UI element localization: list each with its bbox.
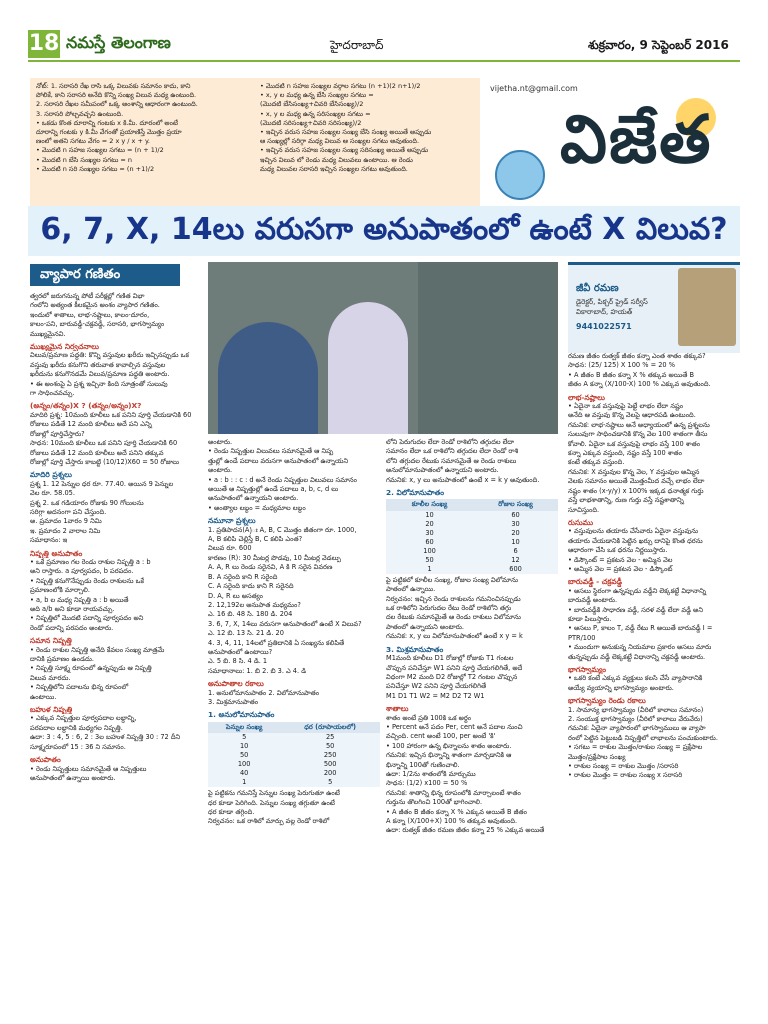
paragraph-line: రమణ జీతం రుత్వక్ జీతం కన్నా ఎంత శాతం తక్కువ? bbox=[568, 352, 706, 360]
paragraph-line: M1 D1 T1 W2 = M2 D2 T2 W1 bbox=[386, 691, 485, 700]
paragraph-line: • డిస్కౌంట్ = ప్రకటన వెల - అమ్మిన వెల bbox=[568, 555, 673, 564]
paragraph-line: గుర్తును తొలగించి 100తో భాగించాలి. bbox=[386, 798, 483, 807]
paragraph-line: తయారు చేయడానికి పెట్టిన ఖర్చు దానిపై కొంత ధరను bbox=[568, 536, 703, 545]
subheading: నమూనా ప్రశ్నలు bbox=[208, 516, 256, 526]
paragraph-line: • రాశుల మొత్తం = రాశుల సంఖ్య x సరాసరి bbox=[568, 771, 683, 780]
paragraph-line: • నిష్పత్తి కనుగొనేప్పుడు రెండు రాశులను ఒకే bbox=[30, 576, 144, 585]
paragraph-line: • వస్తువులను తయారు చేసేవారు ఏదైనా వస్తువును bbox=[568, 527, 699, 536]
paragraph-line: నిర్వచనం: ఒక రాశిలో మార్పు వల్ల రెండో రాశిలో bbox=[208, 817, 330, 826]
paragraph-line: • A జీతం B జీతం కన్నా X % ఎక్కువ అయితే B జీతం bbox=[386, 807, 527, 816]
paragraph-line: కారణం (R): 30 మీటర్ల పొడవు, 10 మీటర్ల వెడల్పు bbox=[208, 553, 341, 562]
table-cell: 500 bbox=[280, 760, 380, 769]
note-line: 2. సరాసరి రేఖల సమీపంలో ఒక్క అంశాన్ని ఆధారంగా ఉంటుంది. bbox=[36, 100, 198, 109]
author-role: డైరెక్టర్, పిక్చర్ ప్రైడ్ సర్వీస్ bbox=[576, 298, 648, 306]
note-line: • ఒకడు కొంత దూరాన్ని గంటకు x కి.మీ. దూరంలో అంటే bbox=[36, 118, 178, 127]
note-line: (మొదటి బేసిసంఖ్య+చివరి బేసిసంఖ్య)/2 bbox=[260, 100, 364, 109]
paragraph-line: గమనిక: x, y లు విలోమానుపాతంలో ఉంటే x y = k bbox=[386, 632, 523, 641]
paragraph-line: ఆధారంగా చేసి ఒక ధరను నిర్ణయిస్తారు. bbox=[568, 546, 668, 555]
paragraph-line: ప్రశ్న 1. 12 పెన్నుల ధర రూ. 77.40. అయిన 9 పెన్నుల bbox=[30, 479, 174, 488]
paragraph-line: • రెండు నిష్పత్తులు సమానమైతే ఆ నిష్పత్తులు bbox=[30, 764, 147, 773]
paragraph-line: 2. 12,192ల అనుపాత మధ్యమం? bbox=[208, 600, 301, 609]
paragraph-line: అయ్యే వ్యయాన్ని భాగస్వామ్యం అంటారు. bbox=[568, 683, 674, 692]
note-line: 3. సరాసరి పోల్చవచ్చని ఉంటుంది. bbox=[36, 109, 124, 118]
paragraph-line: 1. అనులోమానుపాతం 2. విలోమానుపాతం bbox=[208, 688, 320, 697]
paragraph-line: ఉదా: 1/2ను శాతంలోకి మార్చుము bbox=[386, 769, 476, 778]
table-row bbox=[386, 511, 558, 520]
paragraph-line: పై పట్టికను గమనిస్తే పెన్నుల సంఖ్య పెరుగుతూ ఉంటే bbox=[208, 789, 340, 798]
paragraph-line: ఎ. 12 బి. 13 సి. 21 డి. 20 bbox=[208, 629, 284, 638]
table-row bbox=[208, 751, 380, 760]
paragraph-line: వస్తే లాభశాతాన్ని, రుణ గుర్తు వస్తే నష్టశాతాన్ని bbox=[568, 496, 684, 505]
table-cell: 25 bbox=[280, 733, 380, 742]
paragraph-line: ఉదా: రుత్వక్ జీతం రమణ జీతం కన్నా 25 % ఎక్కువ అయితే bbox=[386, 826, 545, 835]
paragraph-line: • అసలు స్థిరంగా ఉన్నప్పుడు వడ్డీని లెక్కకట్టే విధానాన్ని bbox=[568, 586, 707, 595]
paragraph-line: • a : b : : c : d అనే రెండు నిష్పత్తుల విలువలు సమానం bbox=[208, 475, 357, 484]
notes-box bbox=[30, 78, 480, 206]
paragraph-line: • ముందుగా అనుకున్న నియమాల ప్రకారం అసలు మారు bbox=[568, 643, 712, 652]
paragraph-line: • రాశుల సంఖ్య = రాశుల మొత్తం /సరాసరి bbox=[568, 762, 679, 771]
paragraph-line: గా సాధించవచ్చు. bbox=[30, 389, 75, 398]
subheading: మాదిరి ప్రశ్నలు bbox=[30, 470, 72, 480]
contact-email[interactable]: vijetha.nt@gmail.com bbox=[490, 84, 578, 93]
paragraph-line: గమనిక: x, y లు అనుపాతంలో ఉంటే x = k y అవుతుంది. bbox=[386, 475, 540, 484]
paragraph-line: లోని తగ్గుదల రేటుకు సమానమైతే ఆ రెండు రాశులు bbox=[386, 456, 517, 465]
paragraph-line: అది a/b అని కూడా రాయవచ్చు. bbox=[30, 605, 115, 613]
newspaper-name: నమస్తే తెలంగాణ bbox=[66, 33, 171, 52]
article-column-3 bbox=[386, 438, 558, 1014]
paragraph-line: పనిచేస్తూ W2 పనిని పూర్తి చేయగలిగితే bbox=[386, 682, 487, 691]
paragraph-line: అనుపాతంలో ఉన్నాయని అంటారు. bbox=[208, 494, 299, 503]
note-line: • మొదటి n బేసి సంఖ్యల సగటు = n bbox=[36, 155, 133, 164]
paragraph-line: ముఖ్యమైనవి. bbox=[30, 329, 66, 338]
table-cell: 6 bbox=[473, 547, 558, 556]
classroom-photo bbox=[208, 262, 558, 434]
paragraph-line: • రెండు నిష్పత్తుల విలువలు సమానమైతే ఆ నిష్ప bbox=[208, 447, 334, 456]
paragraph-line: నష్టం శాతం (x-y/y) x 100% ఇక్కడ ధనాత్మక గుర్తు bbox=[568, 486, 704, 495]
table-cell: 10 bbox=[386, 511, 473, 520]
paragraph-line: రంలో పెట్టిన పెట్టుబడి నిష్పత్తిలో లాభాలను పంచుకుంటారు. bbox=[568, 733, 718, 742]
table-cell: 250 bbox=[280, 751, 380, 760]
table-cell: 1 bbox=[208, 778, 280, 787]
paragraph-line: విలువ రూ. 600 bbox=[208, 544, 252, 553]
paragraph-line: ఉదా: 3 : 4, 5 : 6, 2 : 3ల బహుళ నిష్పత్తి 30 : 72 దీని bbox=[30, 733, 181, 742]
paragraph-line: అయితే ఆ నిష్పత్తుల్లో ఉండే పదాలు a, b, c, d లు bbox=[208, 485, 339, 494]
table-row bbox=[208, 742, 380, 751]
subheading: 3. మిశ్రమానుపాతం bbox=[386, 644, 444, 654]
subheading: ముఖ్యమైన నిర్వచనాలు bbox=[30, 342, 99, 352]
paragraph-line: దల రేటుకు సమానమైతే ఆ రెండు రాశులు విలోమాను bbox=[386, 613, 521, 622]
paragraph-line: సూక్ష్మరూపంలో 15 : 36 ని సమానం. bbox=[30, 742, 126, 751]
article-column-2 bbox=[208, 438, 380, 1014]
paragraph-line: అంటారు. bbox=[208, 438, 233, 446]
paragraph-line: అ. ప్రమాదం 1వారం 9 నిమి bbox=[30, 517, 102, 526]
paragraph-line: సమానం లేదా ఒక రాశిలోని తగ్గుదల లేదా రెండో రాశి bbox=[386, 447, 519, 456]
dateline: శుక్రవారం, 9 సెప్టెంబర్ 2016 bbox=[588, 38, 729, 52]
paragraph-line: రోజుల్లో పూర్తి చేస్తారు కాబట్టి (10/12)X60 = 50 రోజులు bbox=[30, 457, 180, 466]
paragraph-line: అనేది ఆ వస్తువు కొన్న వెలపై ఆధారపడి ఉంటుంది. bbox=[568, 411, 696, 420]
table-row bbox=[386, 565, 558, 574]
table-header: రోజుల సంఖ్య bbox=[473, 499, 558, 510]
paragraph-line: సాధన: (25/ 125) X 100 % = 20 % bbox=[568, 361, 675, 370]
subheading: భాగస్వామ్యం bbox=[568, 665, 606, 674]
header-rule bbox=[28, 60, 740, 62]
table-cell: 5 bbox=[208, 733, 280, 742]
paragraph-line: భిన్నాన్ని 100తో గుణించాలి. bbox=[386, 760, 460, 769]
table-cell: 200 bbox=[280, 769, 380, 778]
note-line: • మొదటి n సహజ సంఖ్యల వర్గాల సగటు (n +1)(2 n+1)/2 bbox=[260, 82, 421, 90]
paragraph-line: పాతంలో ఉన్నాయి. bbox=[386, 585, 436, 594]
paragraph-line: D. A, R లు అసత్యం bbox=[208, 591, 263, 600]
paragraph-line: ఒక రాశిలోని పెరుగుదల రేటు రెండో రాశిలోని తగ్గు bbox=[386, 604, 512, 613]
table-cell: 12 bbox=[473, 556, 558, 565]
paragraph-line: ఖరీదును కనుగొనడమే విలువ/ప్రమాణ పద్ధతి అంటారు. bbox=[30, 370, 170, 379]
table-row bbox=[208, 760, 380, 769]
author-name: జీవీ రమణ bbox=[576, 283, 619, 294]
paragraph-line: అనులోమానుపాతంలో ఉన్నాయని అంటారు. bbox=[386, 466, 499, 475]
note-line: (మొదటి సరిసంఖ్య+చివరి సరిసంఖ్య)/2 bbox=[260, 118, 362, 127]
paragraph-line: A కన్నా (X/100+X) 100 % తక్కువ అవుతుంది. bbox=[386, 817, 518, 825]
paragraph-line: త్వరలో జరుగనున్న పోటీ పరీక్షల్లో గణిత విభా bbox=[30, 292, 145, 300]
table-cell: 60 bbox=[473, 511, 558, 520]
table-cell: 5 bbox=[280, 778, 380, 787]
paragraph-line: • నిష్పత్తి సూక్ష్మ రూపంలో ఉన్నప్పుడు ఆ నిష్పత్తి bbox=[30, 664, 152, 673]
note-line: ణంలో అతని సగటు వేగం = 2 x y / x + y. bbox=[36, 137, 150, 146]
paragraph-line: • 100 హారంగా ఉన్న భిన్నాలను శాతం అంటారు. bbox=[386, 741, 512, 750]
paragraph-line: 3. 6, 7, X, 14లు వరుసగా అనుపాతంలో ఉంటే X విలువ? bbox=[208, 619, 362, 628]
notes-right-column bbox=[260, 82, 475, 174]
notes-left-column bbox=[36, 82, 251, 174]
banner-title: విజేత bbox=[560, 100, 713, 178]
paragraph-line: గమనిక: ఇచ్చిన భిన్నాన్ని శాతంగా మార్చడానికి ఆ bbox=[386, 751, 512, 760]
paragraph-line: జీతం A కన్నా (X/100-X) 100 % ఎక్కువ అవుతుంది. bbox=[568, 380, 711, 389]
paragraph-line: వెలకు సమానం అయితే మొత్తంమీద వచ్చే లాభం లేదా bbox=[568, 477, 705, 486]
note-line: ఆ సంఖ్యల్లో సరిగ్గా మధ్య విలువ ఆ సంఖ్యల సగటు అవుతుంది. bbox=[260, 137, 420, 146]
subheading: లాభ-నష్టాలు bbox=[568, 392, 605, 402]
paragraph-line: • A జీతం B జీతం కన్నా X % తక్కువ అయితే B bbox=[568, 370, 694, 379]
paragraph-line: ధర కూడా తగ్గింది. bbox=[208, 808, 255, 816]
paragraph-line: • నిష్పత్తిలోని పదాలను భిన్న రూపంలో bbox=[30, 683, 129, 692]
paragraph-line: విలువ మారదు. bbox=[30, 673, 71, 682]
paragraph-line: గమనిక: లాభ-నష్టాలు అనే అధ్యాయంలో ఉన్న ప్రశ్నలను bbox=[568, 420, 710, 429]
paragraph-line: త్తుల్లో ఉండే పదాలు వరుసగా అనుపాతంలో ఉన్నాయని bbox=[208, 456, 349, 465]
paragraph-line: బారువడ్డీ అంటారు. bbox=[568, 596, 618, 605]
table-row bbox=[386, 538, 558, 547]
note-line: • ఇచ్చిన వరుస సహజ సంఖ్యల సంఖ్య సరిసంఖ్య అయితే అప్పుడు bbox=[260, 146, 429, 155]
paragraph-line: 1. ప్రతిపాదన(A)ః A, B, C మొత్తం జీతంగా రూ. 1000, bbox=[208, 525, 357, 534]
paragraph-line: వస్తువు ఖరీదు కనుగొని తరువాత కావాల్సిన వస్తువుల bbox=[30, 360, 166, 369]
table-row bbox=[386, 556, 558, 565]
paragraph-line: విధంగా M2 మంది D2 రోజుల్లో T2 గంటల చొప్పున bbox=[386, 672, 518, 681]
paragraph-line: ఎ. 5 బి. 8 సి. 4 డి. 1 bbox=[208, 657, 268, 666]
paragraph-line: గమనిక: X వస్తువుల కొన్న వెల, Y వస్తువుల అమ్మిన bbox=[568, 467, 700, 476]
note-line: • ఇచ్చిన వరుస సహజ సంఖ్యల సంఖ్య బేసి సంఖ్య అయితే అప్పుడు bbox=[260, 128, 432, 137]
paragraph-line: రోజుల్లో పూర్తిచేస్తారు? bbox=[30, 429, 85, 438]
paragraph-line: 3. మిశ్రమానుపాతం bbox=[208, 697, 259, 706]
paragraph-line: • సగటు = రాశుల మొత్తం/రాశుల సంఖ్య = ప్రక్షేపాల bbox=[568, 743, 703, 752]
globe-icon bbox=[495, 150, 545, 200]
table-row bbox=[386, 529, 558, 538]
table-row bbox=[386, 547, 558, 556]
paragraph-line: ఎ. 16 బి. 48 సి. 180 డి. 204 bbox=[208, 610, 293, 619]
paragraph-line: సులువుగా సాధించడానికి కొన్న వెల 100 శాతంగా తీసు bbox=[568, 430, 708, 439]
student-figure bbox=[218, 322, 318, 434]
paragraph-line: గమనిక: ఏదైనా వ్యాపారంలో భాగస్వాములు ఆ వ్యాపా bbox=[568, 724, 706, 733]
note-line: ఇచ్చిన విలువ లో రెండు మధ్య విలువలు ఉంటాయి. ఆ రెండు bbox=[260, 155, 413, 164]
paragraph-line: • బారువడ్డీకి సాధారణ వడ్డీ, సరళ వడ్డీ లేదా వడ్డీ అని bbox=[568, 605, 703, 614]
paragraph-line: మాదిరి ప్రశ్న: 10మంది కూలీలు ఒక పనిని పూర్తి చేయడానికి 60 bbox=[30, 410, 192, 419]
table-cell: 60 bbox=[386, 538, 473, 547]
note-line: నోట్: 1. సరాసరి రేఖ రాసి ఒక్క విలువకు సమానం కాదు, కాని bbox=[36, 82, 191, 90]
paragraph-line: విలువ/ప్రమాణ పద్ధతి: కొన్ని వస్తువుల ఖరీదు ఇచ్చినప్పుడు ఒక bbox=[30, 351, 189, 360]
paragraph-line: చొప్పున పనిచేస్తూ W1 పనిని పూర్తి చేయగలిగితే, అదే bbox=[386, 663, 523, 672]
paragraph-line: ఇందులో శాతాలు, లాభ-నష్టాలు, కాలం-దూరం, bbox=[30, 310, 150, 319]
paragraph-line: • అంత్యాల లబ్ధం = మధ్యమాల లబ్ధం bbox=[208, 503, 306, 512]
paragraph-line: వెల రూ. 58.05. bbox=[30, 489, 75, 498]
paragraph-line: • ఈ అంశంపై ఏ ప్రశ్న ఇచ్చినా కింది సూత్రంతో సులువు bbox=[30, 379, 168, 388]
paragraph-line: కంటే తక్కువ వస్తుంది. bbox=[568, 458, 625, 467]
paragraph-line: రోజులు పడితే 12 మంది కూలీలు అదే పని ఎన్ని bbox=[30, 420, 152, 429]
paragraph-line: • అసలు P, కాలం T, వడ్డీ రేటు R అయితే బారువడ్డీ I = bbox=[568, 624, 713, 633]
data-table bbox=[386, 499, 558, 573]
paragraph-line: వచ్చింది. cent అంటే 100, per అంటే 'కి' bbox=[386, 732, 496, 741]
paragraph-line: • ఏదైనా ఒక వస్తువుపై పెట్టే లాభం లేదా నష్టం bbox=[568, 402, 684, 411]
table-cell: 40 bbox=[208, 769, 280, 778]
table-cell: 30 bbox=[473, 520, 558, 529]
note-line: • మొదటి n సరి సంఖ్యల సగటు = (n +1)/2 bbox=[36, 164, 155, 173]
table-cell: 50 bbox=[208, 751, 280, 760]
paragraph-line: • Percent అనే పదం Per, cent అనే పదాల నుంచి bbox=[386, 722, 523, 731]
article-column-4 bbox=[568, 352, 740, 1014]
section-title: వ్యాపార గణితం bbox=[30, 264, 180, 286]
paragraph-line: • నిష్పత్తిలో మొదటి పదాన్ని పూర్వపదం అని bbox=[30, 614, 144, 623]
paragraph-line: పాతంలో ఉన్నాయని అంటారు. bbox=[386, 622, 464, 631]
paragraph-line: లోని పెరుగుదల లేదా రెండో రాశిలోని తగ్గుదల లేదా bbox=[386, 438, 515, 446]
paragraph-line: 1. సామాన్య భాగస్వామ్యం (వీరిలో కాలాలు సమానం) bbox=[568, 705, 704, 714]
subheading: సమాన నిష్పత్తి bbox=[30, 636, 72, 646]
paragraph-line: సూచిస్తుంది. bbox=[568, 505, 600, 514]
paragraph-line: ధర కూడా పెరిగింది. పెన్నుల సంఖ్య తగ్గుతూ ఉంటే bbox=[208, 798, 335, 807]
note-line: • మొదటి n సహజ సంఖ్యల సగటు = (n + 1)/2 bbox=[36, 146, 164, 155]
table-row bbox=[208, 778, 380, 787]
paragraph-line: ఇ. ప్రమాదం 2 వారాల నిమి bbox=[30, 526, 101, 535]
table-header: కూలీల సంఖ్య bbox=[386, 499, 473, 510]
paragraph-line: 2. సంయుక్త భాగస్వామ్యం (వీరిలో కాలాలు వేరువేరు) bbox=[568, 715, 703, 724]
paragraph-line: కన్నా ఎక్కువ వస్తుంది, నష్టం వస్తే 100 శాతం bbox=[568, 449, 683, 458]
table-cell: 50 bbox=[386, 556, 473, 565]
note-line: పోలికే, కాని సరాసరి అనేది కొన్ని సంఖ్య విలువ మధ్య ఉంటుంది. bbox=[36, 91, 197, 100]
paragraph-line: మొత్తం/ప్రక్షేపాల సంఖ్య bbox=[568, 752, 626, 761]
table-header: పెన్నుల సంఖ్య bbox=[208, 722, 280, 733]
paragraph-line: శాతం అంటే ప్రతి 100కి ఒక అర్థం bbox=[386, 713, 472, 722]
subheading: 2. విలోమానుపాతం bbox=[386, 488, 445, 498]
paragraph-line: అనుపాతంలో ఉన్నాయి అంటారు. bbox=[30, 773, 116, 782]
paragraph-line: ఉంటాయి. bbox=[30, 692, 57, 701]
paragraph-line: సరిగ్గా అదనంగా పని చేస్తుంది. bbox=[30, 507, 107, 516]
paragraph-line: ప్రమాణంలోకి మార్చాలి. bbox=[30, 586, 90, 595]
paragraph-line: • ఎక్కువ నిష్పత్తుల పూర్వపదాల లబ్ధాన్ని, bbox=[30, 714, 137, 723]
table-cell: 20 bbox=[386, 520, 473, 529]
paragraph-line: అనుపాతంలో ఉంటాయి? bbox=[208, 647, 273, 656]
paragraph-line: గమనిక: శాతాన్ని భిన్న రూపంలోకి మార్చాలంటే శాతం bbox=[386, 788, 521, 797]
table-cell: 20 bbox=[473, 529, 558, 538]
subheading: నిష్పత్తి అనుపాతం bbox=[30, 548, 83, 558]
note-line: • x, y ల మధ్య ఉన్న బేసి సంఖ్యల సగటు = bbox=[260, 91, 374, 100]
table-row bbox=[208, 769, 380, 778]
article-column-1 bbox=[30, 292, 202, 1014]
paragraph-line: • ఒకే ప్రమాణం గల రెండు రాశుల నిష్పత్తి a : b bbox=[30, 557, 151, 566]
paragraph-line: • రెండు రాశుల నిష్పత్తి అనేది కేవలం సంఖ్య మాత్రమే bbox=[30, 645, 165, 654]
edition-city: హైదరాబాద్ bbox=[330, 38, 384, 52]
paragraph-line: తున్నప్పుడు వడ్డీ లెక్కకట్టే విధానాన్ని చక్రవడ్డీ అంటారు. bbox=[568, 652, 706, 661]
paragraph-line: PTR/100 bbox=[568, 633, 596, 642]
subheading: బారువడ్డీ - చక్రవడ్డీ bbox=[568, 577, 622, 587]
subheading: 1. అనులోమానుపాతం bbox=[208, 710, 275, 720]
table-cell: 10 bbox=[208, 742, 280, 751]
subheading: శాతాలు bbox=[386, 704, 409, 714]
subheading: (అన్నం/తన్నం)X ? (తన్నం/అన్నం)X? bbox=[30, 401, 142, 411]
author-place: వికారాబాద్, హయత్ bbox=[576, 308, 633, 316]
table-header: ధర (రూపాయలలో) bbox=[280, 722, 380, 733]
table-cell: 600 bbox=[473, 565, 558, 574]
paragraph-line: పరపదాల లబ్ధానికి మధ్యగల నిష్పత్తి. bbox=[30, 723, 123, 732]
table-cell: 50 bbox=[280, 742, 380, 751]
paragraph-line: M1మంది కూలీలు D1 రోజుల్లో రోజుకు T1 గంటల bbox=[386, 654, 514, 663]
paragraph-line: సాధన: 10మంది కూలీలు ఒక పనిని పూర్తి చేయడానికి 60 bbox=[30, 439, 178, 448]
paragraph-line: గంలోని అత్యంత కీలకమైన అంశం వ్యాపార గణితం. bbox=[30, 301, 160, 310]
main-headline: 6, 7, X, 14లు వరుసగా అనుపాతంలో ఉంటే X విలువ? bbox=[40, 212, 728, 247]
paragraph-line: సమాధానం: ఇ bbox=[30, 536, 68, 545]
paragraph-line: • ఒకరి కంటే ఎక్కువ వ్యక్తులు కలసి చేసే వ్యాపారానికి bbox=[568, 674, 703, 683]
subheading: రుసుము bbox=[568, 517, 594, 527]
paragraph-line: సమాధానాలు: 1. బి 2. బి 3. ఎ 4. డి bbox=[208, 666, 307, 675]
table-cell: 100 bbox=[208, 760, 280, 769]
paragraph-line: C. A సరైంది కాదు కాని R సరైనది bbox=[208, 582, 294, 591]
table-cell: 30 bbox=[386, 529, 473, 538]
page-number: 18 bbox=[28, 31, 60, 56]
data-table bbox=[208, 722, 380, 787]
paragraph-line: పై పట్టికలో కూలీల సంఖ్య, రోజుల సంఖ్య విలోమాను bbox=[386, 575, 518, 584]
paragraph-line: కోవాలి. ఏదైనా ఒక వస్తువుపై లాభం వస్తే 100 శాతం bbox=[568, 439, 701, 448]
paragraph-line: కాలం-పని, బారువడ్డీ-చక్రవడ్డీ, సరాసరి, భాగస్వామ్యం bbox=[30, 320, 165, 329]
note-line: దూరాన్ని గంటకు y కి.మీ వేగంతో ప్రయాణిస్తే మొత్తం ప్రయా bbox=[36, 128, 182, 137]
paragraph-line: • a, b ల మధ్య నిష్పత్తి a : b అయితే bbox=[30, 595, 129, 604]
paragraph-line: A. A, R లు రెండు సరైనవి, A కి R సరైన వివరణ bbox=[208, 563, 333, 572]
paragraph-line: దానికి ప్రమాణం ఉండదు. bbox=[30, 655, 95, 664]
subheading: అనుపాతం bbox=[30, 755, 61, 765]
paragraph-line: నిర్వచనం: ఇచ్చిన రెండు రాశులను గమనించినప్పుడు bbox=[386, 594, 521, 603]
paragraph-line: A, B కలిపి చెల్లిస్తే B, C కలిపి ఎంత? bbox=[208, 535, 303, 544]
author-phone: 9441022571 bbox=[576, 322, 632, 331]
table-row bbox=[208, 733, 380, 742]
table-row bbox=[386, 520, 558, 529]
table-cell: 1 bbox=[386, 565, 473, 574]
paragraph-line: సాధన: (1/2) x100 = 50 % bbox=[386, 779, 468, 788]
paragraph-line: • అమ్మిన వెల = ప్రకటన వెల - డిస్కౌంట్ bbox=[568, 564, 673, 573]
paragraph-line: 4. 3, 4, 11, 14లలో ప్రతిదానికి ఏ సంఖ్యను కలిపితే bbox=[208, 638, 345, 647]
table-cell: 10 bbox=[473, 538, 558, 547]
chalkboard bbox=[418, 262, 558, 434]
subheading: అనుపాతాల రకాలు bbox=[208, 679, 264, 689]
note-line: మధ్య విలువల సరాసరి ఇచ్చిన సంఖ్యల సగటు అవుతుంది. bbox=[260, 164, 408, 173]
subheading: బహుళ నిష్పత్తి bbox=[30, 705, 73, 715]
paragraph-line: రెండో పదాన్ని పరపదం అంటారు. bbox=[30, 623, 114, 632]
paragraph-line: కూడా పిలుస్తారు. bbox=[568, 614, 612, 623]
student-figure bbox=[328, 302, 408, 434]
paragraph-line: అంటారు. bbox=[208, 466, 233, 475]
subheading: భాగస్వామ్యం రెండు రకాలు bbox=[568, 696, 646, 706]
author-photo bbox=[678, 268, 736, 346]
note-line: • x, y ల మధ్య ఉన్న సరిసంఖ్యల సగటు = bbox=[260, 109, 371, 118]
paragraph-line: రోజులు పడితే 12 మంది కూలీలు అదే పనిని తక్కువ bbox=[30, 448, 164, 457]
paragraph-line: అని రాస్తారు. a పూర్వపదం, b పరపదం. bbox=[30, 567, 134, 576]
table-cell: 100 bbox=[386, 547, 473, 556]
paragraph-line: B. A సరైంది కాని R సరైంది bbox=[208, 572, 278, 581]
paragraph-line: ప్రశ్న 2. ఒక గడియారం రోజుకు 90 గోలులను bbox=[30, 498, 144, 507]
